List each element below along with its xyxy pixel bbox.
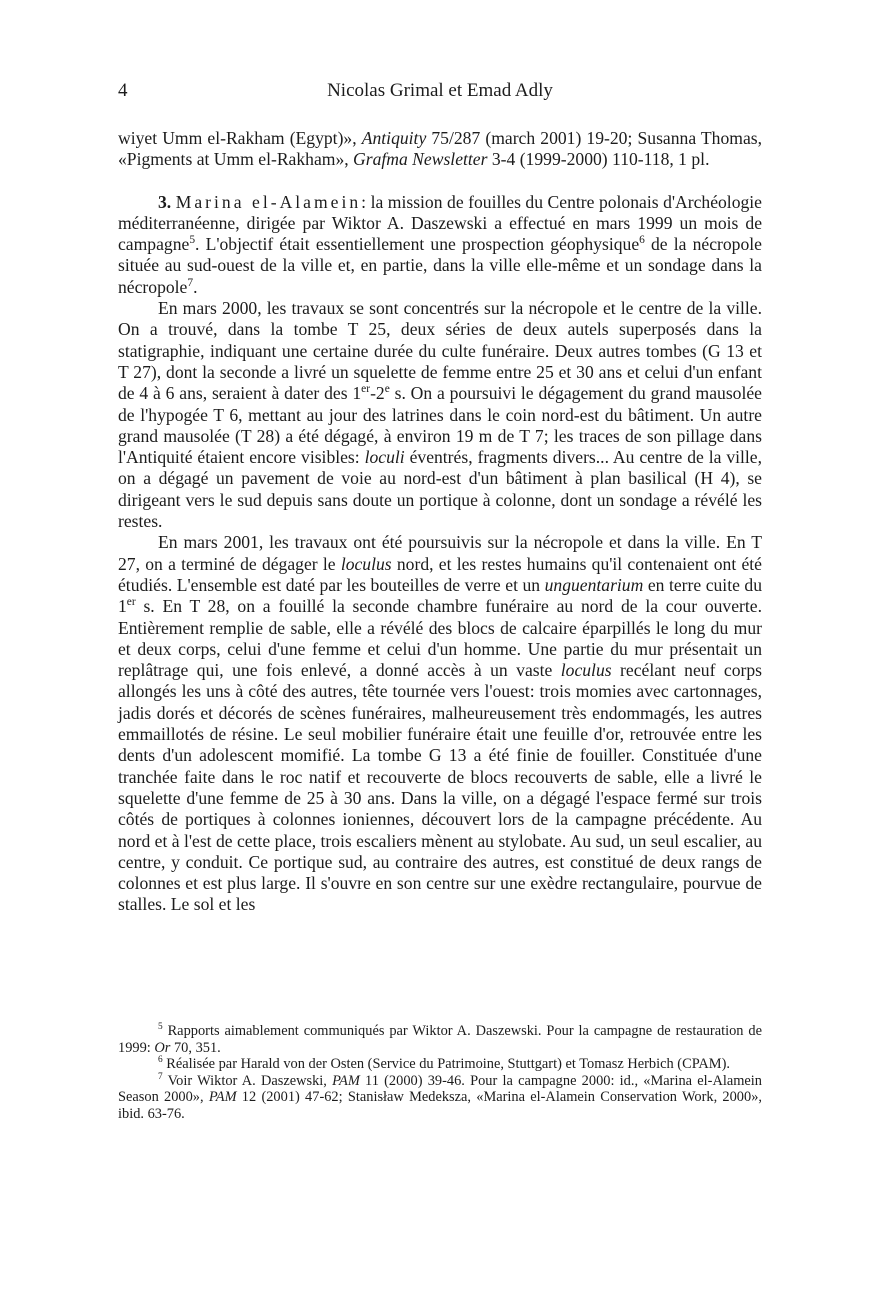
body-text xyxy=(118,128,762,916)
section-number: 3. xyxy=(158,191,172,212)
footnote-ref-7: 7 xyxy=(187,276,194,289)
footnote-7: $^7$ Voir Wiktor A. Daszewski, PAM 11 (2000) 39-46. Pour la campagne 2000: id., «Marina el-Alamein Season 2000», PAM 12 (2001) 47-62; Stanisław Medeksza, «Marina el-Alamein Conservation Work, 2000», ibid. 63-76. xyxy=(118,1071,762,1122)
site-name: Marina el-Alamein xyxy=(175,191,362,212)
running-head: Nicolas Grimal et Emad Adly xyxy=(327,80,553,101)
footnote-6: $^6$ Réalisée par Harald von der Osten (Service du Patrimoine, Stuttgart) et Tomasz Herbich (CPAM). xyxy=(158,1055,730,1072)
footnote-ref-6: 6 xyxy=(639,234,645,247)
paragraph-2000: En mars 2000, les travaux se sont concentrés sur la nécropole et le centre de la ville. On a trouvé, dans la tombe T 25, deux séries de deux autels superposés dans la statigraphie, indiquant une certaine durée du culte funéraire. Deux autres tombes (G 13 et T 27), dont la seconde a livré un squelette de femme entre 25 et 30 ans et celui d'un enfant de 4 à 6 ans, seraient à dater des 1er-2e s. On a poursuivi le dégagement du grand mausolée de l'hypogée T 6, mettant au jour des latrines dans le coin nord-est du bâtiment. Un autre grand mausolée (T 28) a été dégagé, à environ 19 m de T 7; les traces de son pillage dans l'Antiquité étaient encore visibles: loculi éventrés, fragments divers... Au centre de la ville, on a dégagé un pavement de voie au nord-est d'un bâtiment à plan basilical (H 4), se dirigeant vers le sud depuis sans doute un portique à colonne, dont un sondage a révélé les restes. xyxy=(118,298,763,532)
footnote-5: $^5$ Rapports aimablement communiqués par Wiktor A. Daszewski. Pour la campagne de restauration de 1999: Or 70, 351. xyxy=(118,1022,762,1056)
paragraph-continuation: wiyet Umm el-Rakham (Egypt)», Antiquity 75/287 (march 2001) 19-20; Susanna Thomas, «Pigments at Umm el-Rakham», Grafma Newsletter 3-4 (1999-2000) 110-118, 1 pl. xyxy=(118,128,762,170)
paragraph-2001: En mars 2001, les travaux ont été poursuivis sur la nécropole et dans la ville. En T 27, on a terminé de dégager le loculus nord, et les restes humains qu'il contenaient ont été étudiés. L'ensemble est daté par les bouteilles de verre et un unguentarium en terre cuite du 1er s. En T 28, on a fouillé la seconde chambre funéraire au nord de la cour ouverte. Entièrement remplie de sable, elle a révélé des blocs de calcaire éparpillés le long du mur et deux corps, celui d'une femme et celui d'un homme. Une partie du mur présentait un replâtrage qui, une fois enlevé, a donné accès à un vaste loculus recélant neuf corps allongés les uns à côté des autres, tête tournée vers l'ouest: trois momies avec cartonnages, jadis dorés et décorés de scènes funéraires, malheureusement très endommagés, les autres emmaillotés de résine. Le seul mobilier funéraire était une feuille d'or, retrouvée entre les dents d'un adolescent momifié. La tombe G 13 a été finie de fouiller. Constituée d'une tranchée faite dans le roc natif et recouverte de blocs recouverts de sable, elle a livré le squelette d'une femme de 25 à 30 ans. Dans la ville, on a dégagé l'espace fermé sur trois côtés de portiques à colonnes ioniennes, découvert lors de la campagne précédente. Au nord et à l'est de cette place, trois escaliers mènent au stylobate. Au sud, un seul escalier, au centre, y conduit. Ce portique sud, au contraire des autres, est constitué de deux rangs de colonnes et est plus large. Il s'ouvre en son centre sur une exèdre rectangulaire, pourvue de stalles. Le sol et les xyxy=(118,532,762,915)
footnote-ref-5: 5 xyxy=(189,234,196,247)
footnotes xyxy=(118,1023,762,1122)
paragraph-marina-el-alamein: 3. Marina el-Alamein: la mission de fouilles du Centre polonais d'Archéologie méditerranéenne, dirigée par Wiktor A. Daszewski a effectué en mars 1999 un mois de campagne$^5$. L'objectif était essentiellement une prospection géophysique$^6$ de la nécropole située au sud-ouest de la ville et, en partie, dans la ville elle-même et un sondage dans la nécropole$^7$. xyxy=(118,191,762,297)
page-number: 4 xyxy=(118,80,128,101)
page-header xyxy=(118,80,762,110)
